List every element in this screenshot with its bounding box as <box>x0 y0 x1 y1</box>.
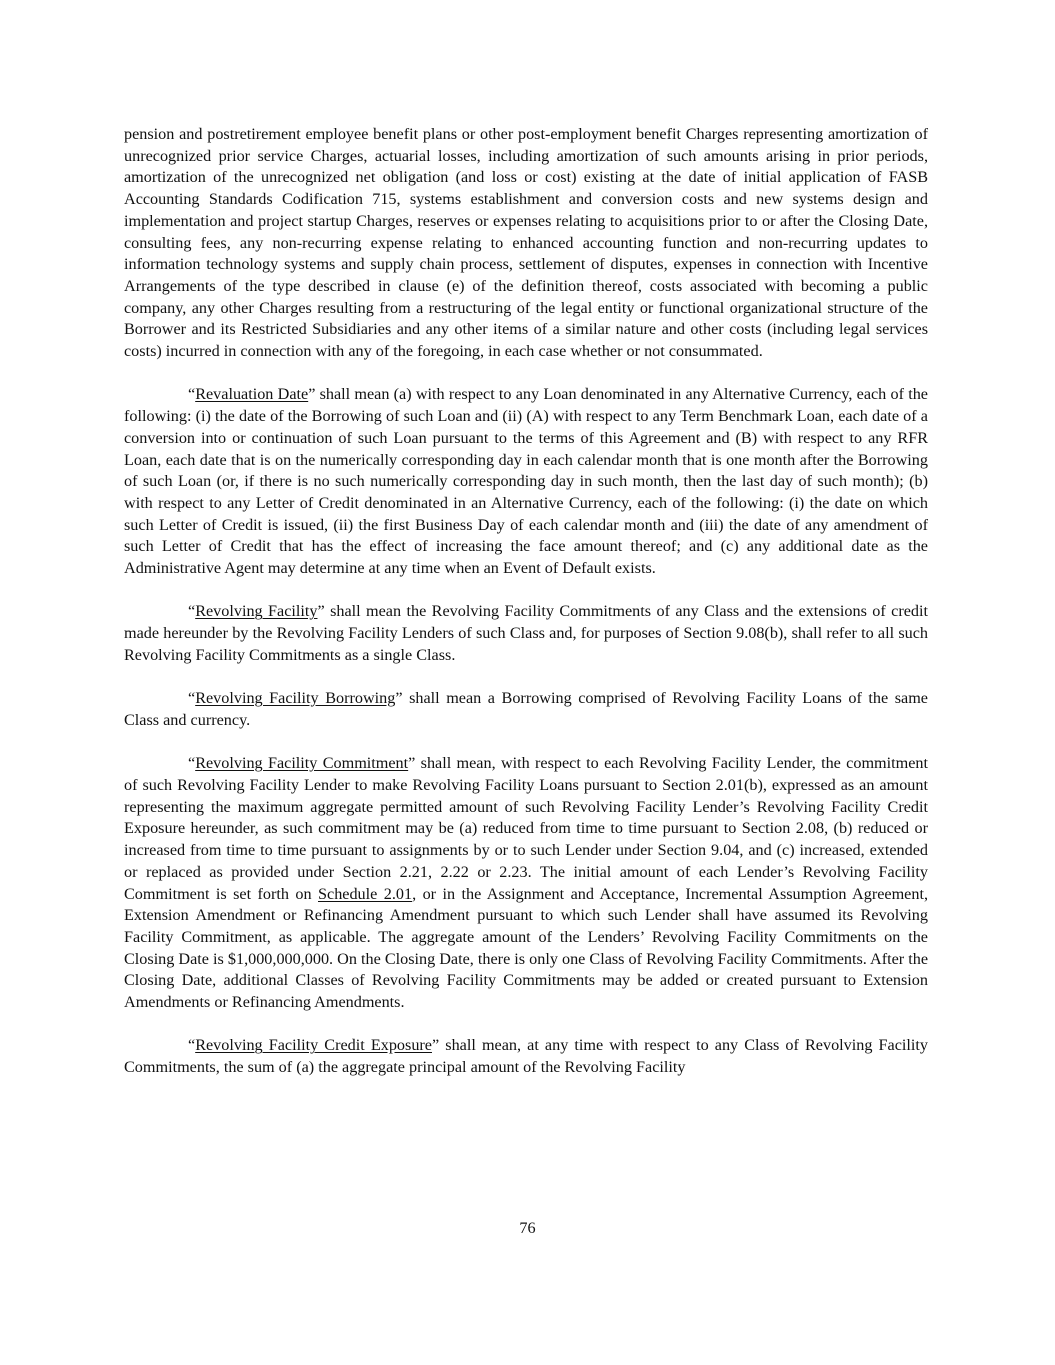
definition-text-continued: , or in the Assignment and Acceptance, Incremental Assumption Agreement, Extension Amendment or Refinancing Amendment pursuant to which such Lender shall have assumed its Revolving Facility Commitment, as applicable. The aggregate amount of the Lenders’ Revolving Facility Commitments on the Closing Date is $1,000,000,000. On the Closing Date, there is only one Class of Revolving Facility Commitments. After the Closing Date, additional Classes of Revolving Facility Commitments may be added or created pursuant to Extension Amendments or Refinancing Amendments. <box>124 884 928 1012</box>
definition-revolving-facility-borrowing <box>124 688 928 731</box>
defined-term: Revolving Facility Borrowing <box>195 689 396 708</box>
schedule-reference: Schedule 2.01 <box>318 884 413 903</box>
document-page <box>124 124 928 1101</box>
open-quote: “ <box>188 754 196 773</box>
defined-term: Revolving Facility Credit Exposure <box>195 1036 432 1055</box>
definition-text: ” shall mean, at any time with respect to any Class of Revolving Facility Commitments, the sum of (a) the aggregate principal amount of the Revolving Facility <box>124 1036 928 1077</box>
open-quote: “ <box>188 602 196 621</box>
definition-text: ” shall mean (a) with respect to any Loan denominated in any Alternative Currency, each of the following: (i) the date of the Borrowing of such Loan and (ii) (A) with respect to any Term Benchmark Loan, each date of a conversion into or continuation of such Loan pursuant to the terms of this Agreement and (B) with respect to any RFR Loan, each date that is on the numerically corresponding day in each calendar month that is one month after the Borrowing of such Loan (or, if there is no such numerically corresponding day in such month, then the last day of such month); (b) with respect to any Letter of Credit denominated in an Alternative Currency, each of the following: (i) the date on which such Letter of Credit is issued, (ii) the first Business Day of each calendar month and (iii) the date of any amendment of such Letter of Credit that has the effect of increasing the face amount thereof; and (c) any additional date as the Administrative Agent may determine at any time when an Event of Default exists. <box>124 385 928 578</box>
defined-term: Revolving Facility Commitment <box>195 754 409 773</box>
open-quote: “ <box>188 385 196 404</box>
definition-revolving-facility-credit-exposure <box>124 1035 928 1078</box>
paragraph-continuation: pension and postretirement employee benefit plans or other post-employment benefit Charges representing amortization of unrecognized prior service Charges, actuarial losses, including amortization of such amounts arising in prior periods, amortization of the unrecognized net obligation (and loss or cost) existing at the date of initial application of FASB Accounting Standards Codification 715, systems establishment and conversion costs and new systems design and implementation and project startup Charges, reserves or expenses relating to acquisitions prior to or after the Closing Date, consulting fees, any non-recurring expense relating to enhanced accounting function and non-recurring updates to information technology systems and supply chain process, settlement of disputes, expenses in connection with Incentive Arrangements of the type described in clause (e) of the definition thereof, costs associated with becoming a public company, any other Charges resulting from a restructuring of the legal entity or functional organizational structure of the Borrower and its Restricted Subsidiaries and any other items of a similar nature and other costs (including legal services costs) incurred in connection with any of the foregoing, in each case whether or not consummated. <box>124 125 928 361</box>
open-quote: “ <box>188 1036 196 1055</box>
definition-text: ” shall mean a Borrowing comprised of Revolving Facility Loans of the same Class and currency. <box>124 689 928 729</box>
page-number: 76 <box>519 1219 536 1237</box>
open-quote: “ <box>188 689 196 708</box>
definition-revolving-facility-commitment <box>124 753 928 1013</box>
definition-text: ” shall mean, with respect to each Revolving Facility Lender, the commitment of such Revolving Facility Lender to make Revolving Facility Loans pursuant to Section 2.01(b), expressed as an amount representing the maximum aggregate permitted amount of such Revolving Facility Lender’s Revolving Facility Credit Exposure hereunder, as such commitment may be (a) reduced from time to time pursuant to Section 2.08, (b) reduced or increased from time to time pursuant to assignments by or to such Lender under Section 9.04, and (c) increased, extended or replaced as provided under Section 2.21, 2.22 or 2.23. The initial amount of each Lender’s Revolving Facility Commitment is set forth on <box>124 754 929 903</box>
definition-text: ” shall mean the Revolving Facility Commitments of any Class and the extensions of credit made hereunder by the Revolving Facility Lenders of such Class and, for purposes of Section 9.08(b), shall refer to all such Revolving Facility Commitments as a single Class. <box>124 602 928 664</box>
defined-term: Revolving Facility <box>195 602 318 621</box>
definition-revolving-facility <box>124 601 928 666</box>
definition-revaluation-date <box>124 384 928 579</box>
defined-term: Revaluation Date <box>195 385 309 404</box>
